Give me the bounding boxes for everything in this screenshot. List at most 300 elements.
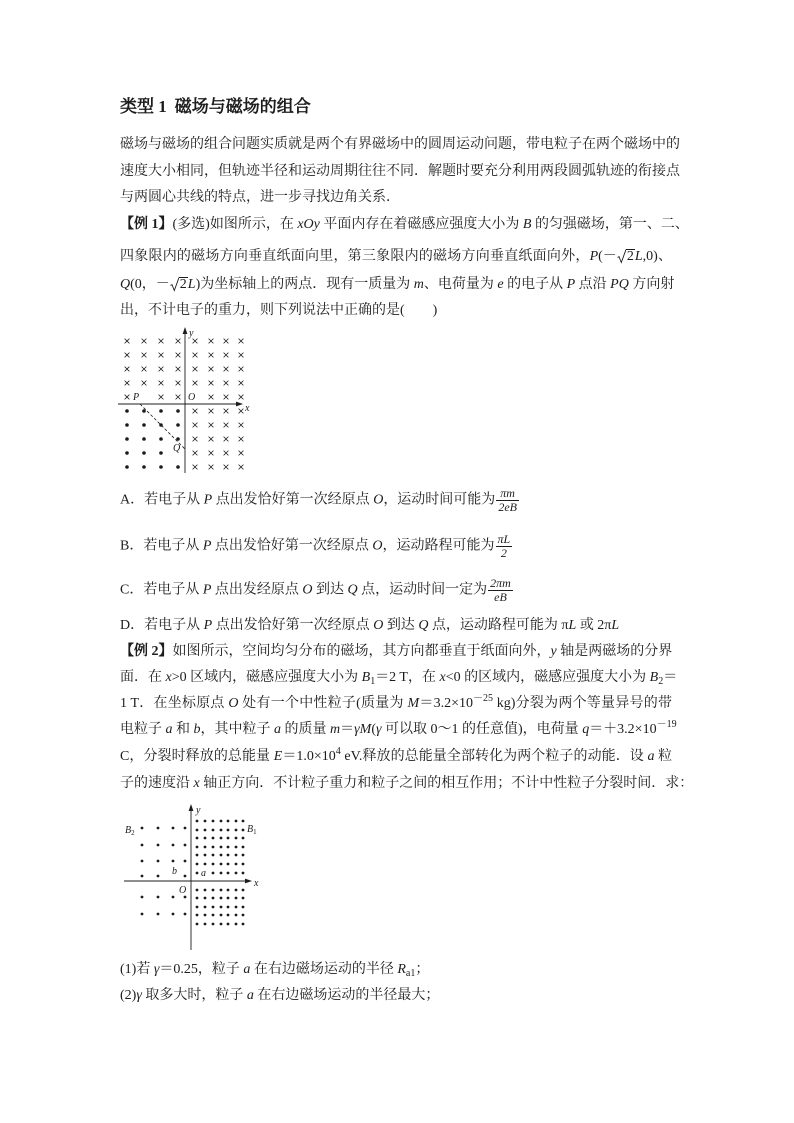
example2-stem-line — [120, 747, 672, 767]
field-cross-icon — [224, 367, 229, 372]
field-dot-icon — [177, 438, 180, 441]
math-variable: L — [568, 618, 577, 633]
math-variable: E — [273, 749, 283, 764]
field-dot-icon — [235, 820, 238, 823]
field-dot-icon — [227, 889, 230, 892]
field-dot-icon — [196, 906, 199, 909]
field-cross-icon — [193, 339, 198, 344]
math-variable: R — [397, 962, 406, 977]
field-dot-icon — [227, 846, 230, 849]
bold-label: 【例 2】 — [120, 644, 173, 659]
text-run: 如图所示，空间均匀分布的磁场，其方向都垂直于纸面向外， — [172, 644, 551, 659]
math-variable: O — [302, 582, 313, 598]
field-dot-icon — [235, 863, 238, 866]
fraction-numerator: 2πm — [490, 576, 511, 590]
x-axis-label: x — [254, 878, 259, 889]
field-cross-icon — [209, 367, 214, 372]
text-run: 和 — [172, 722, 194, 737]
radical-sign-icon — [170, 276, 179, 292]
text-run: 粒 — [654, 749, 673, 764]
text-run: (0，－ — [130, 277, 170, 292]
field-cross-icon — [142, 367, 147, 372]
y-axis-arrow-icon — [183, 327, 188, 334]
field-dot-icon — [172, 913, 175, 916]
text-run: 点出发经原点 — [211, 582, 303, 598]
field-dot-icon — [212, 837, 215, 840]
fraction-denominator: eB — [494, 590, 507, 604]
field-cross-icon — [125, 395, 130, 400]
field-dot-icon — [242, 863, 245, 866]
radical-sign-icon — [617, 248, 626, 264]
math-variable: γM — [354, 722, 372, 737]
field-dot-icon — [235, 829, 238, 832]
math-variable: O — [373, 618, 384, 633]
x-axis-arrow-icon — [236, 402, 243, 407]
field-dot-icon — [235, 837, 238, 840]
text-run: 的质量 — [281, 722, 330, 737]
field-dot-icon — [160, 438, 163, 441]
subscript: a1 — [405, 968, 416, 979]
text-run: 速度大小相同，但轨迹半径和运动周期往往不同．解题时要充分利用两段圆弧轨迹的衔接点 — [120, 164, 680, 179]
field-dot-icon — [212, 923, 215, 926]
section-title-label: 类型 1 — [120, 97, 167, 116]
field-cross-icon — [193, 423, 198, 428]
field-dot-icon — [220, 906, 223, 909]
origin-label: O — [179, 885, 187, 896]
field-dot-icon — [126, 424, 129, 427]
field-dot-icon — [204, 889, 207, 892]
text-run: D．若电子从 — [120, 618, 204, 633]
field-cross-icon — [239, 465, 244, 470]
field-dot-icon — [242, 872, 245, 875]
field-cross-icon — [159, 367, 164, 372]
field-cross-icon — [239, 381, 244, 386]
field-dot-icon — [235, 854, 238, 857]
field-cross-icon — [159, 395, 164, 400]
field-cross-icon — [125, 381, 130, 386]
text-run: 点沿 — [575, 277, 611, 292]
text-run: ，运动路程可能为 — [382, 538, 495, 554]
example2-question-1 — [120, 960, 429, 980]
field-cross-icon — [209, 451, 214, 456]
math-variable: a — [165, 722, 173, 737]
field-dot-icon — [204, 897, 207, 900]
field-dot-icon — [227, 897, 230, 900]
text-run: ＝3.2×10 — [419, 696, 474, 711]
text-run: ，运动时间可能为 — [383, 492, 496, 508]
text-run: 与两圆心共线的特点，进一步寻找边角关系． — [120, 190, 400, 205]
field-dot-icon — [184, 827, 187, 830]
field-dot-icon — [196, 863, 199, 866]
text-run: 在右边磁场运动的半径 — [250, 962, 398, 977]
field-dot-icon — [196, 837, 199, 840]
field-dot-icon — [143, 452, 146, 455]
text-run: A．若电子从 — [120, 492, 204, 508]
field-cross-icon — [224, 395, 229, 400]
math-variable: b — [193, 722, 201, 737]
field-dot-icon — [196, 854, 199, 857]
field-dot-icon — [212, 846, 215, 849]
field-dot-icon — [242, 906, 245, 909]
field-cross-icon — [209, 395, 214, 400]
math-variable: x — [439, 670, 446, 685]
text-run: 平面内存在着磁感应强度大小为 — [319, 217, 523, 232]
field-cross-icon — [239, 437, 244, 442]
field-cross-icon — [239, 423, 244, 428]
field-dot-icon — [177, 466, 180, 469]
field-dot-icon — [212, 820, 215, 823]
text-run: ,0)、 — [642, 249, 673, 264]
magnetic-field-markers — [141, 820, 245, 926]
origin-label: O — [188, 392, 196, 403]
text-run: 点，运动路程可能为 π — [428, 618, 569, 633]
text-run: ； — [415, 962, 430, 977]
field-dot-icon — [227, 906, 230, 909]
fraction-numerator: πm — [496, 487, 519, 501]
field-dot-icon — [227, 914, 230, 917]
field-dot-icon — [157, 875, 160, 878]
math-variable: O — [372, 538, 383, 554]
text-run: ＝ — [663, 670, 678, 685]
field-cross-icon — [209, 353, 214, 358]
fraction — [488, 577, 513, 604]
math-variable: L — [611, 618, 620, 633]
superscript: 4 — [335, 746, 341, 757]
field-dot-icon — [141, 860, 144, 863]
math-variable: a — [274, 722, 281, 737]
example2-stem-line — [120, 642, 672, 662]
field-cross-icon — [209, 409, 214, 414]
field-dot-icon — [235, 889, 238, 892]
math-variable: L — [187, 277, 196, 292]
field-dot-icon — [184, 896, 187, 899]
field-cross-icon — [142, 339, 147, 344]
text-run: >0 区域内，磁感应强度大小为 — [171, 670, 362, 685]
field-dot-icon — [220, 914, 223, 917]
field-dot-icon — [157, 913, 160, 916]
text-run: 在右边磁场运动的半径最大； — [253, 988, 440, 1003]
text-run: ＝1.0×10 — [282, 749, 336, 764]
field-dot-icon — [242, 820, 245, 823]
text-run: 出，不计电子的重力，则下列说法中正确的是( ) — [120, 303, 438, 318]
field-cross-icon — [239, 395, 244, 400]
field-dot-icon — [157, 827, 160, 830]
text-run: 电粒子 — [120, 722, 166, 737]
math-variable: L — [634, 249, 643, 264]
text-run: C．若电子从 — [120, 582, 203, 598]
example1-stem-line — [120, 247, 672, 267]
text-run: 方向射 — [628, 277, 675, 292]
field-dot-icon — [141, 875, 144, 878]
field-cross-icon — [125, 339, 130, 344]
field-cross-icon — [224, 381, 229, 386]
text-run: 处有一个中性粒子(质量为 — [238, 696, 408, 711]
text-run: 轴是两磁场的分界 — [556, 644, 673, 659]
text-run: ＝＋3.2×10 — [589, 722, 657, 737]
field-dot-icon — [235, 872, 238, 875]
field-cross-icon — [239, 367, 244, 372]
text-run: C，分裂时释放的总能量 — [120, 749, 274, 764]
field-cross-icon — [209, 339, 214, 344]
math-variable: a — [647, 749, 655, 764]
field-cross-icon — [176, 395, 181, 400]
intro-line — [120, 162, 680, 182]
field-dot-icon — [160, 466, 163, 469]
field-dot-icon — [196, 829, 199, 832]
field-dot-icon — [220, 863, 223, 866]
field-dot-icon — [157, 844, 160, 847]
field-dot-icon — [235, 914, 238, 917]
text-run: 四象限内的磁场方向垂直纸面向里，第三象限内的磁场方向垂直纸面向外， — [120, 249, 590, 264]
field-dot-icon — [242, 837, 245, 840]
math-variable: P — [589, 249, 599, 264]
field-dot-icon — [172, 827, 175, 830]
text-run: 的匀强磁场，第一、二、 — [531, 217, 689, 232]
field-dot-icon — [220, 872, 223, 875]
x-axis-arrow-icon — [245, 879, 252, 884]
field-dot-icon — [184, 844, 187, 847]
example1-option-a — [120, 487, 519, 514]
field-dot-icon — [204, 906, 207, 909]
superscript: －25 — [473, 693, 494, 704]
math-variable: P — [202, 582, 212, 598]
field-cross-icon — [239, 353, 244, 358]
field-dot-icon — [204, 854, 207, 857]
field-dot-icon — [220, 897, 223, 900]
field-b1-label — [247, 824, 257, 836]
math-variable: γ — [375, 722, 382, 737]
field-dot-icon — [204, 846, 207, 849]
field-dot-icon — [212, 854, 215, 857]
field-dot-icon — [212, 914, 215, 917]
text-run: eV.释放的总能量全部转化为两个粒子的动能．设 — [340, 749, 648, 764]
math-variable: Q — [418, 618, 429, 633]
text-run: ，其中粒子 — [200, 722, 274, 737]
field-cross-icon — [176, 353, 181, 358]
text-run: 点出发恰好第一次经原点 — [212, 618, 374, 633]
field-dot-icon — [143, 424, 146, 427]
field-dot-icon — [177, 424, 180, 427]
field-dot-icon — [220, 923, 223, 926]
field-dot-icon — [172, 860, 175, 863]
math-variable: m — [413, 277, 424, 292]
field-cross-icon — [159, 339, 164, 344]
field-dot-icon — [204, 829, 207, 832]
example1-option-c — [120, 577, 513, 604]
field-dot-icon — [227, 863, 230, 866]
field-dot-icon — [235, 897, 238, 900]
field-dot-icon — [220, 846, 223, 849]
particle-b-label: b — [172, 866, 177, 877]
text-run: ＝0.25，粒子 — [159, 962, 244, 977]
math-variable: e — [497, 277, 504, 292]
math-variable: P — [203, 618, 213, 633]
text-run: 、电荷量为 — [423, 277, 498, 292]
text-run: (多选)如图所示，在 — [172, 217, 298, 232]
field-dot-icon — [196, 914, 199, 917]
field-dot-icon — [212, 906, 215, 909]
field-b2-subscript: 2 — [131, 829, 135, 837]
text-run: ＝2 T，在 — [375, 670, 440, 685]
point-p-label: P — [133, 392, 140, 403]
field-b1-subscript: 1 — [253, 828, 257, 836]
field-dot-icon — [212, 889, 215, 892]
field-dot-icon — [204, 820, 207, 823]
field-dot-icon — [204, 923, 207, 926]
field-cross-icon — [193, 465, 198, 470]
y-axis-label: y — [189, 328, 194, 339]
field-dot-icon — [126, 452, 129, 455]
text-run: kg)分裂为两个等量异号的带 — [493, 696, 672, 711]
radicand: 2 — [626, 249, 634, 264]
field-dot-icon — [227, 872, 230, 875]
math-variable: B — [522, 217, 532, 232]
field-dot-icon — [177, 410, 180, 413]
text-run: (1)若 — [120, 962, 154, 977]
math-variable: P — [566, 277, 576, 292]
field-cross-icon — [239, 409, 244, 414]
example2-stem-line — [120, 719, 677, 740]
example1-option-d — [120, 616, 619, 636]
field-dot-icon — [160, 410, 163, 413]
math-variable: x — [193, 776, 200, 791]
field-dot-icon — [126, 410, 129, 413]
field-dot-icon — [220, 837, 223, 840]
example1-stem-line — [120, 215, 689, 235]
field-dot-icon — [196, 889, 199, 892]
field-dot-icon — [204, 914, 207, 917]
field-dot-icon — [196, 897, 199, 900]
field-cross-icon — [224, 353, 229, 358]
text-run: 磁场与磁场的组合问题实质就是两个有界磁场中的圆周运动问题，带电粒子在两个磁场中的 — [120, 137, 680, 152]
text-run: 到达 — [383, 618, 419, 633]
field-dot-icon — [242, 897, 245, 900]
field-cross-icon — [209, 465, 214, 470]
square-root — [617, 247, 635, 267]
text-run: 1 T．在坐标原点 — [120, 696, 229, 711]
field-dot-icon — [141, 896, 144, 899]
subscript: 1 — [370, 676, 376, 687]
field-cross-icon — [224, 465, 229, 470]
text-run: 点出发恰好第一次经原点 — [211, 538, 373, 554]
text-run: 点，运动时间一定为 — [357, 582, 488, 598]
math-variable: γ — [136, 988, 142, 1003]
example1-stem-line — [120, 275, 675, 295]
math-variable: O — [373, 492, 384, 508]
example2-stem-line — [120, 694, 672, 714]
field-cross-icon — [193, 381, 198, 386]
example1-option-b — [120, 533, 512, 560]
text-run: B．若电子从 — [120, 538, 203, 554]
math-variable: q — [582, 722, 590, 737]
fraction-numerator: πL — [497, 532, 511, 546]
example2-stem-line — [120, 774, 694, 794]
field-dot-icon — [143, 410, 146, 413]
fraction — [496, 487, 519, 514]
x-axis-label: x — [245, 403, 250, 414]
field-dot-icon — [126, 438, 129, 441]
math-variable: B — [649, 670, 659, 685]
field-cross-icon — [193, 409, 198, 414]
math-variable: a — [246, 988, 254, 1003]
text-run: ( — [371, 722, 376, 737]
field-dot-icon — [212, 897, 215, 900]
field-dot-icon — [235, 906, 238, 909]
text-run: (－ — [598, 249, 617, 264]
section-title-text: 磁场与磁场的组合 — [174, 97, 311, 116]
superscript: －19 — [656, 719, 677, 730]
field-dot-icon — [184, 913, 187, 916]
section-title — [120, 96, 311, 118]
field-b1-symbol: B — [247, 824, 254, 835]
text-run: 到达 — [312, 582, 348, 598]
point-q-label: Q — [173, 443, 181, 454]
field-dot-icon — [242, 854, 245, 857]
example1-figure — [118, 327, 254, 473]
field-b2-symbol: B — [125, 825, 132, 836]
math-variable: O — [228, 696, 239, 711]
intro-line — [120, 188, 400, 208]
field-dot-icon — [227, 829, 230, 832]
example2-question-2 — [120, 986, 439, 1006]
field-cross-icon — [193, 451, 198, 456]
field-dot-icon — [204, 837, 207, 840]
field-dot-icon — [204, 863, 207, 866]
math-variable: PQ — [610, 277, 629, 292]
field-dot-icon — [184, 860, 187, 863]
field-b2-label — [125, 825, 135, 837]
field-dot-icon — [212, 872, 215, 875]
math-variable: xOy — [297, 217, 320, 232]
text-run: 子的速度沿 — [120, 776, 194, 791]
field-cross-icon — [125, 353, 130, 358]
field-dot-icon — [172, 844, 175, 847]
field-dot-icon — [220, 854, 223, 857]
field-dot-icon — [160, 452, 163, 455]
field-dot-icon — [141, 913, 144, 916]
field-dot-icon — [126, 466, 129, 469]
fraction-denominator: 2 — [500, 546, 507, 560]
math-variable: y — [550, 644, 557, 659]
fraction — [496, 533, 513, 560]
example2-stem-line — [120, 668, 678, 688]
radicand: 2 — [179, 277, 187, 292]
intro-line — [120, 135, 680, 155]
y-axis-label: y — [196, 805, 201, 816]
square-root — [170, 275, 188, 295]
math-variable: B — [361, 670, 371, 685]
field-dot-icon — [196, 820, 199, 823]
field-cross-icon — [239, 339, 244, 344]
field-cross-icon — [176, 381, 181, 386]
math-variable: Q — [347, 582, 358, 598]
text-run: (2) — [120, 988, 137, 1003]
text-run: 点出发恰好第一次经原点 — [212, 492, 374, 508]
field-dot-icon — [242, 923, 245, 926]
text-run: 面．在 — [120, 670, 166, 685]
text-run: 的电子从 — [503, 277, 567, 292]
field-cross-icon — [176, 367, 181, 372]
field-dot-icon — [143, 438, 146, 441]
field-dot-icon — [227, 820, 230, 823]
math-variable: γ — [153, 962, 160, 977]
math-variable: Q — [120, 277, 131, 292]
field-dot-icon — [220, 889, 223, 892]
field-cross-icon — [224, 339, 229, 344]
field-dot-icon — [157, 896, 160, 899]
field-cross-icon — [193, 353, 198, 358]
field-dot-icon — [220, 829, 223, 832]
